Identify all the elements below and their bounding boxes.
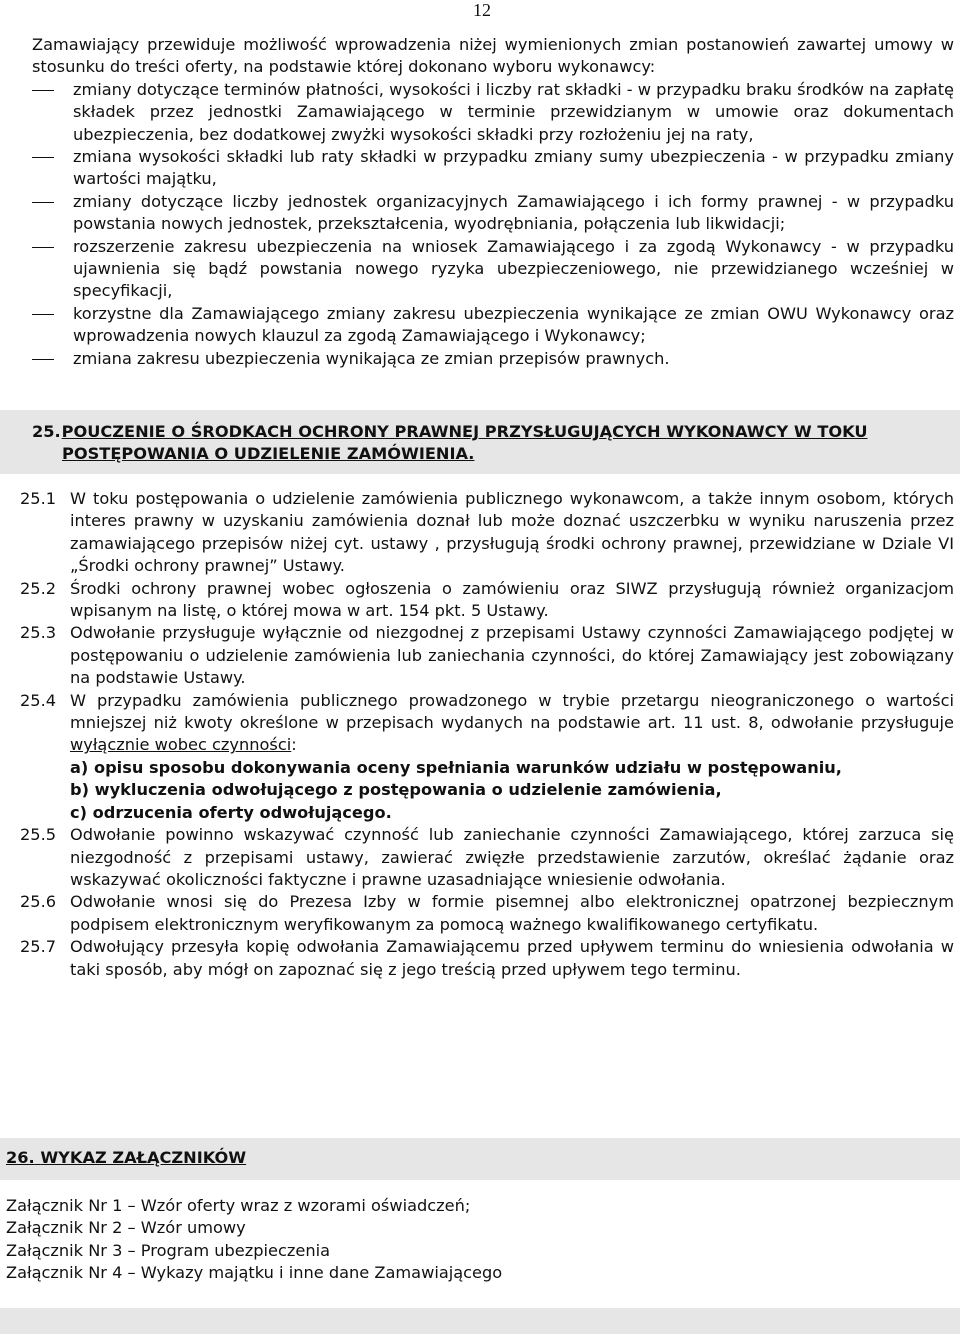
underlined-phrase: wyłącznie wobec czynności [70,735,292,755]
list-item: zmiany dotyczące liczby jednostek organizacyjnych Zamawiającego i ich formy prawnej - w przypadku powstania nowych jednostek, przekształcenia, wyodrębniania, połączenia lub likwidacji; [32,191,954,236]
section-item-25-7: 25.7 Odwołujący przesyła kopię odwołania Zamawiającemu przed upływem terminu do wniesienia odwołania w taki sposób, aby mógł on zapoznać się z jego treścią przed upływem tego terminu. [20,937,954,979]
list-item: zmiany dotyczące terminów płatności, wysokości i liczby rat składki - w przypadku braku środków na zapłatę składek przez jednostki Zamawiającego w terminie przewidzianym w umowie oraz dokumentach ubezpieczenia, bez dodatkowej zwyżki wysokości składki przy rozłożeniu jej na raty, [32,79,954,146]
dash-bullet [32,314,54,315]
list-item: zmiana wysokości składki lub raty składki w przypadku zmiany sumy ubezpieczenia - w przypadku zmiany wartości majątku, [32,146,954,191]
list-item: Załącznik Nr 2 – Wzór umowy [6,1218,246,1238]
list-item: Załącznik Nr 4 – Wykazy majątku i inne dane Zamawiającego [6,1263,503,1283]
contract-changes-block [32,34,954,370]
section-25-body [12,488,954,981]
section-item-25-6: 25.6 Odwołanie wnosi się do Prezesa Izby w formie pisemnej albo elektronicznej opatrzonej bezpiecznym podpisem elektronicznym weryfikowanym za pomocą ważnego kwalifikowanego certyfikatu. [20,892,954,934]
intro-paragraph: Zamawiający przewiduje możliwość wprowadzenia niżej wymienionych zmian postanowień zawartej umowy w stosunku do treści oferty, na podstawie której dokonano wyboru wykonawcy: [32,35,954,77]
dash-bullet [32,247,54,248]
section-26-heading: 26. WYKAZ ZAŁĄCZNIKÓW [6,1148,247,1167]
list-item: korzystne dla Zamawiającego zmiany zakresu ubezpieczenia wynikające ze zmian OWU Wykonawcy oraz wprowadzenia nowych klauzul za zgodą Zamawiającego i Wykonawcy; [32,303,954,348]
section-item-25-3: 25.3 Odwołanie przysługuje wyłącznie od niezgodnej z przepisami Ustawy czynności Zamawiającego podjętej w postępowaniu o udzielenie zamówienia lub zaniechania czynności, do której Zamawiający jest zobowiązany na podstawie Ustawy. [20,623,954,688]
page-number: 12 [473,0,491,20]
dash-bullet [32,359,54,360]
list-item: Załącznik Nr 3 – Program ubezpieczenia [6,1240,330,1260]
sub-item-b: b) wykluczenia odwołującego z postępowania o udzielenie zamówienia, [70,780,722,800]
sub-item-a: a) opisu sposobu dokonywania oceny spełniania warunków udziału w postępowaniu, [70,757,842,777]
list-item: Załącznik Nr 1 – Wzór oferty wraz z wzorami oświadczeń; [6,1196,471,1215]
section-item-25-5: 25.5 Odwołanie powinno wskazywać czynność lub zaniechanie czynności Zamawiającego, której zarzuca się niezgodność z przepisami ustawy, zawierać zwięzłe przedstawienie zarzutów, określać żądanie oraz wskazywać okoliczności faktyczne i prawne uzasadniające wniesienie odwołania. [20,825,954,889]
section-item-25-2: 25.2 Środki ochrony prawnej wobec ogłoszenia o zamówieniu oraz SIWZ przysługują również organizacjom wpisanym na listę, o której mowa w art. 154 pkt. 5 Ustawy. [20,578,954,621]
list-item: rozszerzenie zakresu ubezpieczenia na wniosek Zamawiającego i za zgodą Wykonawcy - w przypadku ujawnienia się bądź powstania nowego ryzyka ubezpieczeniowego, nie przewidzianego wcześniej w specyfikacji, [32,236,954,303]
changes-list [32,79,954,370]
section-25-heading: 25. POUCZENIE O ŚRODKACH OCHRONY PRAWNEJ PRZYSŁUGUJĄCYCH WYKONAWCY W TOKU POSTĘPOWANIA O UDZIELENIE ZAMÓWIENIA. [32,422,868,464]
list-item: zmiana zakresu ubezpieczenia wynikająca ze zmian przepisów prawnych. [32,348,954,370]
dash-bullet [32,202,54,203]
attachments-list [6,1195,502,1285]
sub-item-c: c) odrzucenia oferty odwołującego. [70,802,392,822]
section-item-25-1: 25.1 W toku postępowania o udzielenie zamówienia publicznego wykonawcom, a także innym osobom, których interes prawny w uzyskaniu zamówienia doznał lub może doznać uszczerbku w wyniku naruszenia przez zamawiającego przepisów niżej cyt. ustawy , przysługują środki ochrony prawnej, przewidziane w Dziale VI „Środki ochrony prawnej” Ustawy. [20,489,954,576]
dash-bullet [32,90,54,91]
footer-band [0,1308,960,1334]
section-item-25-4: 25.4 W przypadku zamówienia publicznego prowadzonego w trybie przetargu nieograniczonego o wartości mniejszej niż kwoty określone w przepisach wydanych na podstawie art. 11 ust. 8, odwołanie przysługuje wyłącznie wobec czynności: a) opisu sposobu dokonywania oceny spełniania warunków udziału w postępowaniu, b) wykluczenia odwołującego z postępowania o udzielenie zamówienia, c) odrzucenia oferty odwołującego. [12,690,954,824]
dash-bullet [32,157,54,158]
